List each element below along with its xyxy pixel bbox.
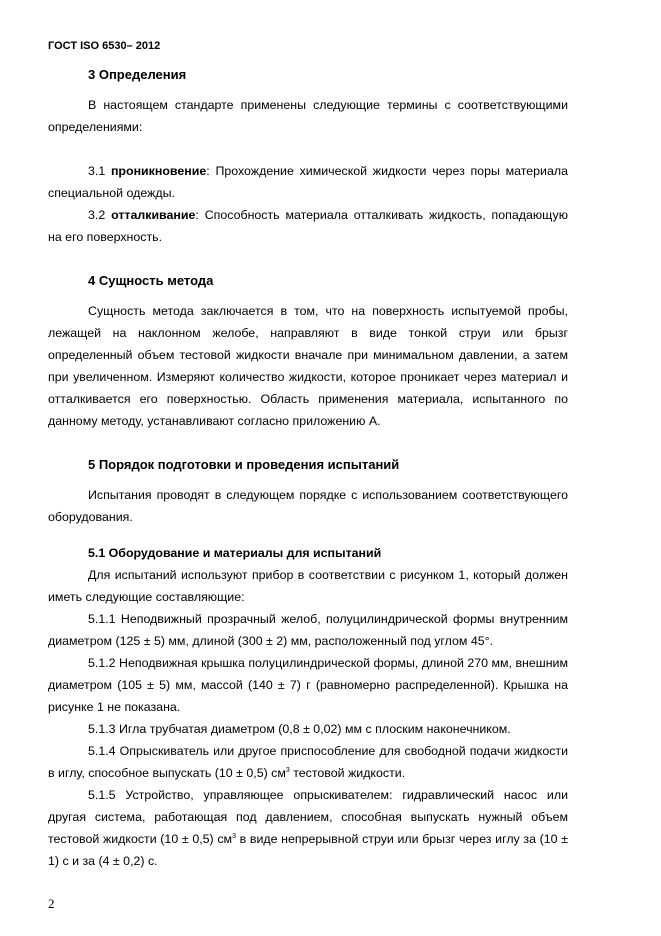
item-5-1-2: 5.1.2 Неподвижная крышка полуцилиндрической формы, длиной 270 мм, внешним диаметром (105 ± 5) мм, массой (140 ± 7) г (равномерно распределенной). Крышка на рисунке 1 не показана. [48, 656, 568, 714]
item-5-1-5-superscript: 3 [232, 832, 236, 840]
item-5-1-1: 5.1.1 Неподвижный прозрачный желоб, полуцилиндрической формы внутренним диаметром (125 ± 5) мм, длиной (300 ± 2) мм, расположенный под углом 45°. [48, 612, 568, 648]
section-5-heading: 5 Порядок подготовки и проведения испытаний [88, 457, 400, 472]
section-3-intro: В настоящем стандарте применены следующие термины с соответствующими определениями: [48, 98, 568, 134]
term-3-2-term: отталкивание [111, 208, 196, 222]
section-5-1-intro: Для испытаний используют прибор в соответствии с рисунком 1, который должен иметь следующие составляющие: [48, 568, 568, 604]
section-4-body: Сущность метода заключается в том, что на поверхность испытуемой пробы, лежащей на наклонном желобе, направляют в виде тонкой струи или брызг определенный объем тестовой жидкости вначале при минимальном давлении, а затем при увеличенном. Измеряют количество жидкости, которое проникает через материал и отталкивается его поверхностью. Область применения материала, испытанного по данному методу, устанавливают согласно приложению А. [48, 304, 568, 428]
document-code-header: ГОСТ ISO 6530– 2012 [48, 40, 161, 52]
term-3-2-definition: : Способность материала отталкивать жидкость, попадающую на его поверхность. [48, 208, 568, 244]
item-5-1-4-text-end: тестовой жидкости. [289, 766, 406, 780]
item-5-1-3: 5.1.3 Игла трубчатая диаметром (0,8 ± 0,02) мм с плоским наконечником. [88, 722, 511, 736]
term-3-2 [48, 204, 568, 248]
term-3-1 [48, 160, 568, 204]
item-5-1-5-text-end: в виде непрерывной струи или брызг через иглу за (10 ± 1) с и за (4 ± 0,2) с. [48, 832, 568, 868]
item-5-1-4-text: 5.1.4 Опрыскиватель или другое приспособление для свободной подачи жидкости в иглу, способное выпускать (10 ± 0,5) см [48, 744, 568, 780]
term-3-1-number: 3.1 [88, 164, 111, 178]
item-5-1-5 [48, 784, 568, 872]
item-5-1-5-text: 5.1.5 Устройство, управляющее опрыскивателем: гидравлический насос или другая система, работающая под давлением, способная выпускать нужный объем тестовой жидкости (10 ± 0,5) см [48, 788, 568, 846]
section-4-heading: 4 Сущность метода [88, 273, 214, 288]
section-5-1-heading: 5.1 Оборудование и материалы для испытаний [88, 546, 382, 560]
document-body [48, 64, 568, 872]
term-3-1-term: проникновение [110, 164, 207, 178]
term-3-1-definition: : Прохождение химической жидкости через поры материала специальной одежды. [48, 164, 568, 200]
item-5-1-4-superscript: 3 [285, 766, 290, 774]
page-number: 2 [48, 896, 55, 911]
section-3-heading: 3 Определения [88, 67, 187, 82]
term-3-2-number: 3.2 [88, 208, 112, 222]
item-5-1-4 [48, 740, 568, 784]
section-5-intro: Испытания проводят в следующем порядке с использованием соответствующего оборудования. [48, 488, 568, 524]
